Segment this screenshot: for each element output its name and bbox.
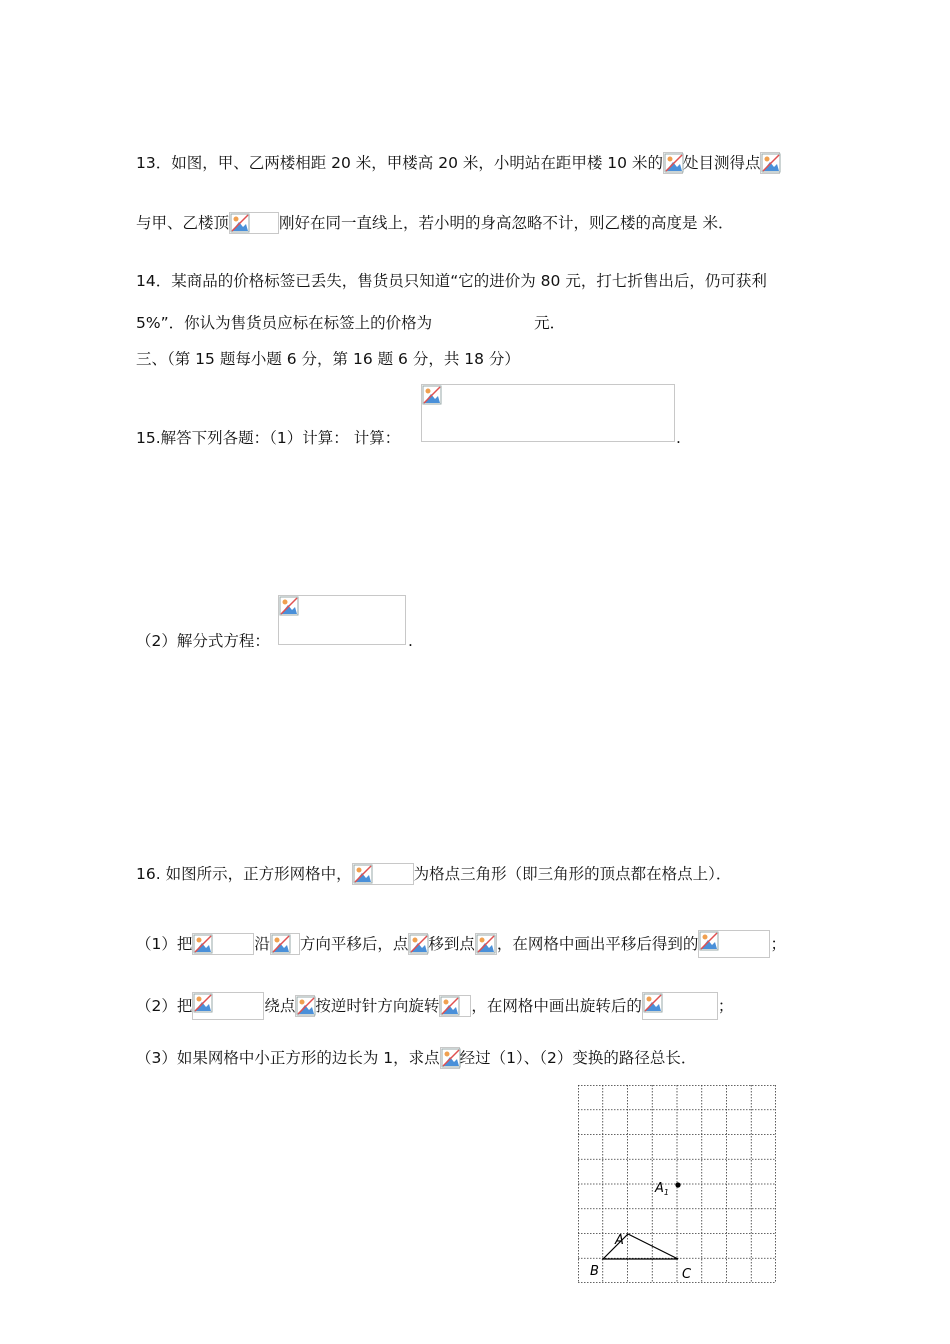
section-heading <box>136 348 520 370</box>
broken-image-icon <box>270 933 300 955</box>
q16-p1-d: 移到点 <box>428 935 475 953</box>
q16-p3-b: 经过（1）、（2）变换的路径总长． <box>459 1049 697 1067</box>
label-b: B <box>590 1264 599 1279</box>
broken-image-icon <box>698 930 770 958</box>
q16-p1-a: （1）把 <box>136 935 193 953</box>
broken-image-icon <box>475 933 497 955</box>
q16-p2-a: （2）把 <box>136 997 193 1015</box>
point-a1 <box>675 1182 680 1187</box>
q16-p1-b: 沿 <box>254 935 270 953</box>
q14-line2 <box>136 312 565 334</box>
q14-text-2b: 元． <box>534 314 566 332</box>
q16-p2-e: ； <box>717 997 734 1015</box>
q15-part2-end <box>408 630 413 652</box>
q16-p1-e: ，在网格中画出平移后得到的 <box>496 935 699 953</box>
broken-image-icon <box>439 995 471 1017</box>
q16-intro-a: 16. 如图所示，正方形网格中， <box>136 865 352 883</box>
q16-part3 <box>136 1047 696 1069</box>
q14-text-2a: 5%”．你认为售货员应标在标签上的价格为 <box>136 314 433 332</box>
q15-text-2b: . <box>408 632 413 650</box>
q16-p3-a: （3）如果网格中小正方形的边长为 1，求点 <box>136 1049 440 1067</box>
broken-image-icon <box>352 863 414 885</box>
q15-line1-end <box>676 427 681 449</box>
q13-text-2b: 刚好在同一直线上，若小明的身高忽略不计，则乙楼的高度是 米． <box>279 214 734 232</box>
broken-image-icon <box>440 1047 460 1069</box>
broken-image-icon <box>408 933 428 955</box>
q13-line1 <box>136 152 780 174</box>
broken-image-icon <box>278 595 406 645</box>
q16-p1-f: ； <box>770 935 786 953</box>
q16-intro <box>136 863 731 885</box>
label-a: A <box>615 1233 624 1248</box>
label-a1: $A_1$ <box>655 1181 669 1197</box>
q14-line1 <box>136 270 767 292</box>
q16-p2-b: 绕点 <box>264 997 296 1015</box>
broken-image-icon <box>663 152 683 174</box>
q15-line1 <box>136 427 400 449</box>
q15-text-1a: 15.解答下列各题：（1）计算： 计算： <box>136 429 401 447</box>
grid-figure <box>578 1085 776 1283</box>
q15-text-1b: . <box>676 429 681 447</box>
q15-part2 <box>136 630 270 652</box>
broken-image-icon <box>192 933 254 955</box>
q13-text-2a: 与甲、乙楼顶 <box>136 214 230 232</box>
q15-text-2a: （2）解分式方程： <box>136 632 270 650</box>
q16-part2 <box>136 992 733 1020</box>
broken-image-icon <box>192 992 264 1020</box>
q13-text-1a: 13．如图，甲、乙两楼相距 20 米，甲楼高 20 米，小明站在距甲楼 10 米的 <box>136 154 663 172</box>
q13-text-1b: 处目测得点 <box>682 154 761 172</box>
q14-text-1: 14．某商品的价格标签已丢失，售货员只知道“它的进价为 80 元，打七折售出后，仍可获利 <box>136 272 767 290</box>
q16-p2-d: ，在网格中画出旋转后的 <box>471 997 642 1015</box>
q16-p1-c: 方向平移后，点 <box>299 935 409 953</box>
broken-image-icon <box>642 992 718 1020</box>
q16-intro-b: 为格点三角形（即三角形的顶点都在格点上）． <box>413 865 732 883</box>
section-heading-text: 三、（第 15 题每小题 6 分，第 16 题 6 分，共 18 分） <box>136 350 520 368</box>
broken-image-icon <box>760 152 780 174</box>
broken-image-icon <box>229 212 279 234</box>
q16-part1 <box>136 930 786 958</box>
q13-line2 <box>136 212 733 234</box>
q16-p2-c: 按逆时针方向旋转 <box>315 997 440 1015</box>
broken-image-icon <box>421 384 675 442</box>
broken-image-icon <box>295 995 315 1017</box>
label-c: C <box>682 1267 692 1282</box>
